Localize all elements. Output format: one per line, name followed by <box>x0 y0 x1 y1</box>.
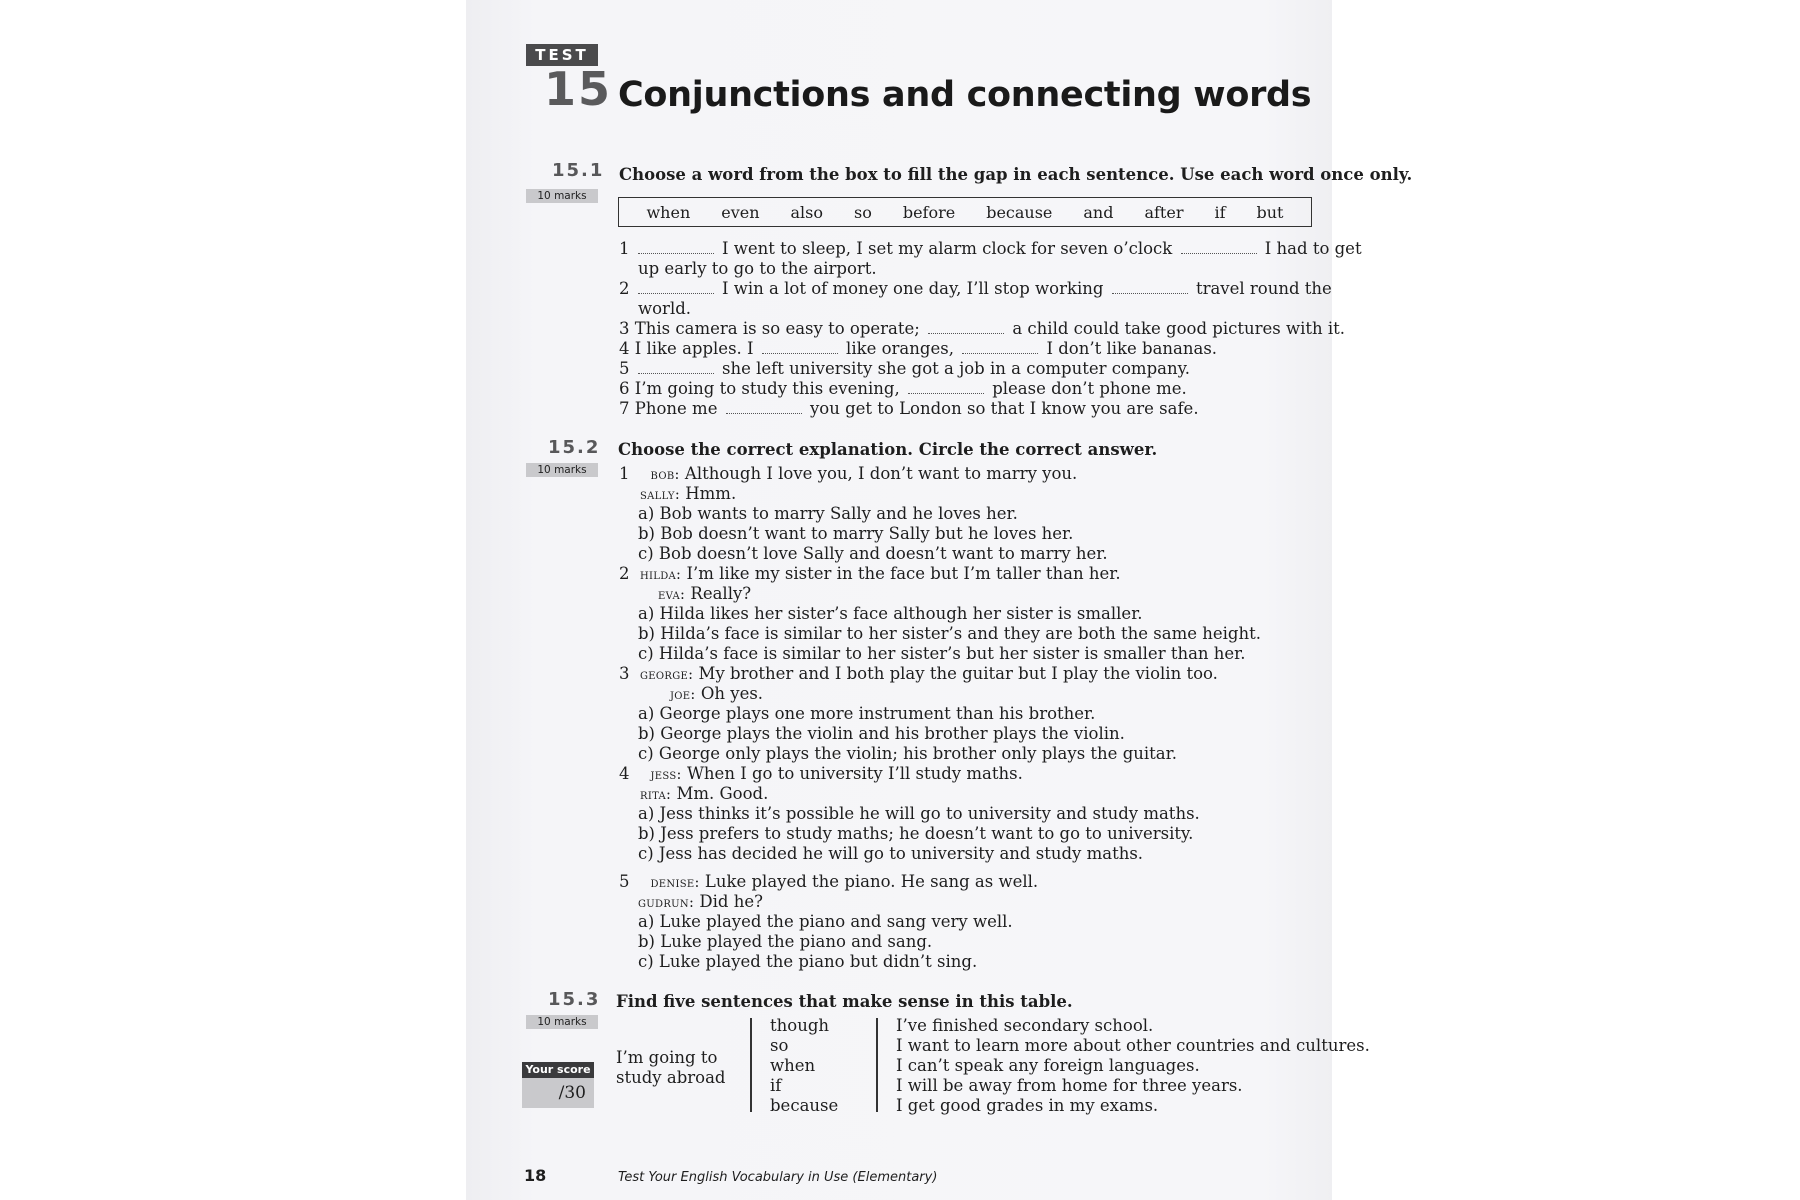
sentence-3: 3 This camera is so easy to operate; a child could take good pictures with it. <box>619 319 1346 338</box>
sentence-5: 5 she left university she got a job in a computer company. <box>619 359 1190 378</box>
option[interactable]: a) Bob wants to marry Sally and he loves her. <box>638 504 1018 523</box>
sentence-1: 1 I went to sleep, I set my alarm clock for seven o’clock I had to get <box>619 239 1362 258</box>
table-col-2-item: if <box>770 1076 782 1095</box>
gap[interactable] <box>638 359 714 374</box>
table-col-3-item: I’ve finished secondary school. <box>896 1016 1154 1035</box>
score-label: Your score <box>522 1062 594 1078</box>
table-col-2-item: so <box>770 1036 789 1055</box>
table-col-3-item: I want to learn more about other countries and cultures. <box>896 1036 1370 1055</box>
option[interactable]: c) Luke played the piano but didn’t sing. <box>638 952 978 971</box>
gap[interactable] <box>762 339 838 354</box>
question-5-line-2: gudrun: Did he? <box>638 892 763 911</box>
option[interactable]: c) Hilda’s face is similar to her sister’s but her sister is smaller than her. <box>638 644 1246 663</box>
gap[interactable] <box>638 239 714 254</box>
word-but: but <box>1256 202 1284 222</box>
table-col-3-item: I can’t speak any foreign languages. <box>896 1056 1200 1075</box>
instruction-15-3: Find five sentences that make sense in this table. <box>616 992 1073 1011</box>
section-number-15-1: 15.1 <box>552 160 605 181</box>
option[interactable]: b) Bob doesn’t want to marry Sally but he loves her. <box>638 524 1074 543</box>
question-3-line-1: 3 george: My brother and I both play the guitar but I play the violin too. <box>619 664 1218 683</box>
page-title: Conjunctions and connecting words <box>618 75 1312 115</box>
table-col-3-item: I will be away from home for three years. <box>896 1076 1243 1095</box>
page-number: 18 <box>524 1166 547 1185</box>
table-col-3-item: I get good grades in my exams. <box>896 1096 1159 1115</box>
option[interactable]: b) Jess prefers to study maths; he doesn’t want to go to university. <box>638 824 1194 843</box>
instruction-15-2: Choose the correct explanation. Circle the correct answer. <box>618 440 1158 459</box>
table-col-1-line-2: study abroad <box>616 1068 726 1087</box>
option[interactable]: b) Hilda’s face is similar to her sister’s and they are both the same height. <box>638 624 1261 643</box>
option[interactable]: c) Bob doesn’t love Sally and doesn’t want to marry her. <box>638 544 1108 563</box>
gap[interactable] <box>638 279 714 294</box>
option[interactable]: c) Jess has decided he will go to university and study maths. <box>638 844 1144 863</box>
word-box <box>618 197 1312 227</box>
question-2-line-2: eva: Really? <box>658 584 752 603</box>
workbook-page <box>466 0 1413 1200</box>
table-divider-1 <box>750 1018 752 1112</box>
gap[interactable] <box>962 339 1038 354</box>
test-number: 15 <box>544 62 613 116</box>
word-after: after <box>1144 202 1184 222</box>
table-divider-2 <box>876 1018 878 1112</box>
sentence-1-cont: up early to go to the airport. <box>638 259 877 278</box>
sentence-4: 4 I like apples. I like oranges, I don’t like bananas. <box>619 339 1218 358</box>
word-and: and <box>1083 202 1114 222</box>
option[interactable]: b) Luke played the piano and sang. <box>638 932 933 951</box>
question-1-line-2: sally: Hmm. <box>640 484 737 503</box>
option[interactable]: a) Jess thinks it’s possible he will go to university and study maths. <box>638 804 1200 823</box>
gap[interactable] <box>1181 239 1257 254</box>
word-if: if <box>1214 202 1226 222</box>
question-5-line-1: 5 denise: Luke played the piano. He sang as well. <box>619 872 1039 891</box>
marks-label-15-3: 10 marks <box>526 1015 598 1029</box>
sentence-2-cont: world. <box>638 299 692 318</box>
gap[interactable] <box>928 319 1004 334</box>
question-4-line-2: rita: Mm. Good. <box>640 784 769 803</box>
option[interactable]: a) Luke played the piano and sang very well. <box>638 912 1013 931</box>
question-1-line-1: 1 bob: Although I love you, I don’t want to marry you. <box>619 464 1078 483</box>
marks-label-15-2: 10 marks <box>526 463 598 477</box>
gap[interactable] <box>726 399 802 414</box>
section-number-15-3: 15.3 <box>548 989 601 1010</box>
gap[interactable] <box>1112 279 1188 294</box>
table-col-2-item: because <box>770 1096 839 1115</box>
table-col-2-item: though <box>770 1016 830 1035</box>
table-col-1-line-1: I’m going to <box>616 1048 718 1067</box>
sentence-2: 2 I win a lot of money one day, I’ll stop working travel round the <box>619 279 1332 298</box>
word-also: also <box>790 202 824 222</box>
book-title: Test Your English Vocabulary in Use (Elementary) <box>618 1170 938 1185</box>
score-box[interactable]: /30 <box>522 1078 594 1108</box>
question-4-line-1: 4 jess: When I go to university I’ll study maths. <box>619 764 1023 783</box>
marks-label-15-1: 10 marks <box>526 189 598 203</box>
option[interactable]: b) George plays the violin and his brother plays the violin. <box>638 724 1125 743</box>
gap[interactable] <box>908 379 984 394</box>
word-so: so <box>854 202 872 222</box>
word-because: because <box>986 202 1053 222</box>
option[interactable]: a) George plays one more instrument than his brother. <box>638 704 1096 723</box>
test-badge: TEST <box>526 44 598 66</box>
word-when: when <box>646 202 691 222</box>
section-number-15-2: 15.2 <box>548 437 601 458</box>
table-col-2-item: when <box>770 1056 816 1075</box>
word-even: even <box>721 202 760 222</box>
sentence-6: 6 I’m going to study this evening, please don’t phone me. <box>619 379 1187 398</box>
instruction-15-1: Choose a word from the box to fill the gap in each sentence. Use each word once only. <box>619 165 1413 184</box>
option[interactable]: c) George only plays the violin; his brother only plays the guitar. <box>638 744 1177 763</box>
question-3-line-2: joe: Oh yes. <box>670 684 764 703</box>
question-2-line-1: 2 hilda: I’m like my sister in the face but I’m taller than her. <box>619 564 1121 583</box>
option[interactable]: a) Hilda likes her sister’s face although her sister is smaller. <box>638 604 1143 623</box>
sentence-7: 7 Phone me you get to London so that I know you are safe. <box>619 399 1199 418</box>
word-before: before <box>902 202 956 222</box>
